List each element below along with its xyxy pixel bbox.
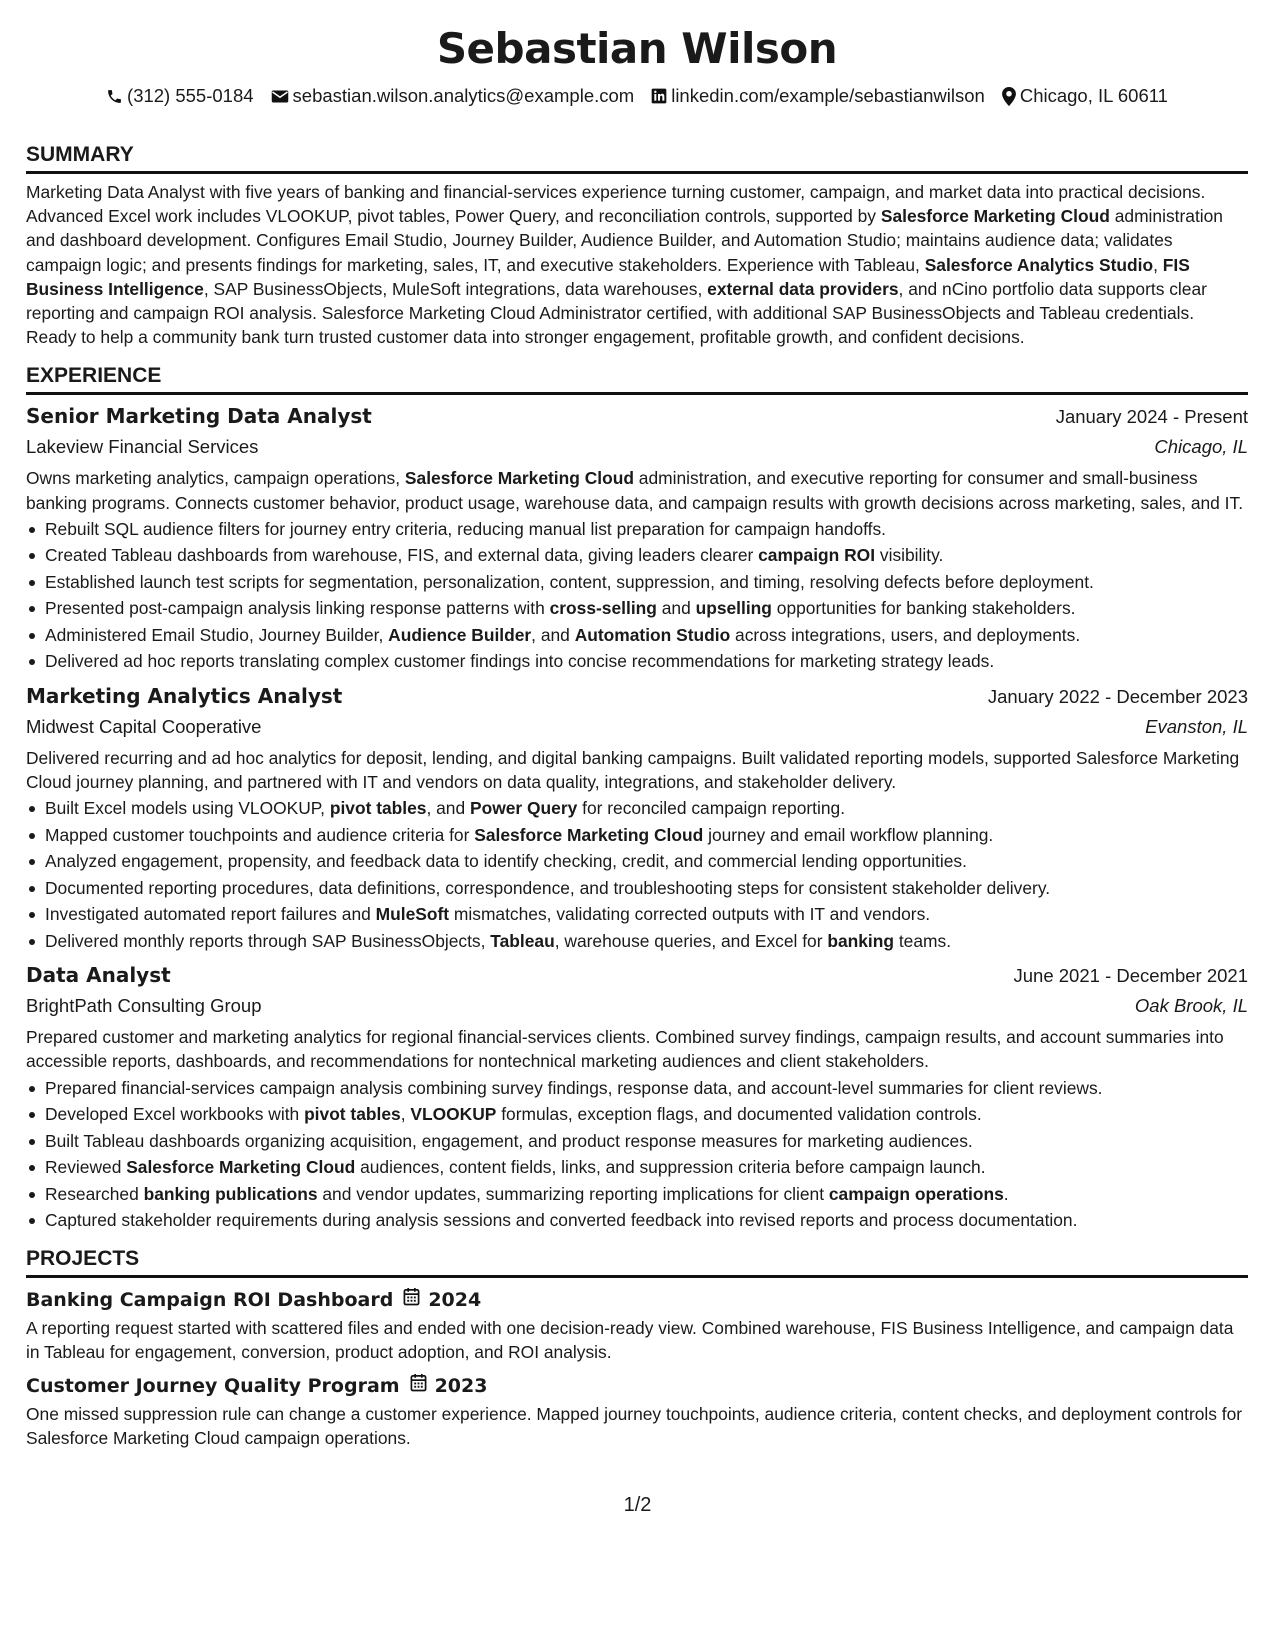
projects-heading: PROJECTS [26,1246,1248,1278]
job-dates: June 2021 - December 2021 [1013,965,1248,987]
bold-keyword: VLOOKUP [410,1104,497,1125]
job-location: Oak Brook, IL [1134,995,1248,1017]
bold-keyword: campaign ROI [758,545,876,566]
map-pin-icon [1002,87,1016,106]
project-entry [26,1286,1248,1364]
bullet-item: Investigated automated report failures and MuleSoft mismatches, validating corrected outputs with IT and vendors. [45,901,1248,928]
bold-keyword: MuleSoft [375,904,450,925]
bold-keyword: cross-selling [549,598,657,619]
job-entry [26,401,1248,674]
project-name: Customer Journey Quality Program [26,1375,400,1398]
job-company: Midwest Capital Cooperative [26,715,262,737]
bullet-item: Built Excel models using VLOOKUP, pivot tables, and Power Query for reconciled campaign reporting. [45,795,1248,822]
bullet-item: Documented reporting procedures, data definitions, correspondence, and troubleshooting steps for consistent stakeholder delivery. [45,875,1248,902]
bold-keyword: Audience Builder [388,624,532,645]
linkedin-icon [651,88,667,104]
bold-keyword: Salesforce Marketing Cloud [404,468,634,489]
job-bullets [26,1075,1248,1234]
location-text: Chicago, IL 60611 [1019,85,1168,106]
job-title: Data Analyst [26,963,171,988]
summary-heading: SUMMARY [26,142,1248,174]
bold-keyword: external data providers [707,278,899,299]
bold-keyword: Power Query [469,798,578,819]
contact-location [1002,83,1168,109]
bullet-item: Delivered ad hoc reports translating complex customer findings into concise recommendations for marketing strategy leads. [45,648,1248,675]
calendar-icon [410,1372,427,1400]
bullet-item: Analyzed engagement, propensity, and feedback data to identify checking, credit, and commercial lending opportunities. [45,848,1248,875]
bold-keyword: FIS Business Intelligence [26,254,1190,299]
resume-page [26,18,1248,1450]
projects-section [26,1246,1248,1451]
envelope-icon [271,89,289,104]
bold-keyword: Salesforce Analytics Studio [924,254,1154,275]
project-entry [26,1372,1248,1450]
bold-keyword: Automation Studio [574,624,731,645]
contact-email[interactable] [271,83,635,109]
job-bullets [26,516,1248,675]
job-description: Delivered recurring and ad hoc analytics for deposit, lending, and digital banking campaigns. Built validated reporting models, supported Salesforce Marketing Cloud journey planning, and partnered with IT and vendors on data quality, integrations, and stakeholder delivery. [26,747,1240,793]
bullet-item: Researched banking publications and vendor updates, summarizing reporting implications for client campaign operations. [45,1181,1248,1208]
email-text: sebastian.wilson.analytics@example.com [292,85,635,106]
experience-heading: EXPERIENCE [26,363,1248,395]
job-company: BrightPath Consulting Group [26,995,262,1017]
job-location: Chicago, IL [1154,436,1248,458]
bullet-item: Prepared financial-services campaign analysis combining survey findings, response data, and account-level summaries for client reviews. [45,1075,1248,1102]
job-bullets [26,795,1248,954]
bullet-item: Captured stakeholder requirements during analysis sessions and converted feedback into revised reports and process documentation. [45,1207,1248,1234]
bullet-item: Reviewed Salesforce Marketing Cloud audiences, content fields, links, and suppression criteria before campaign launch. [45,1154,1248,1181]
contact-linkedin[interactable] [651,83,985,109]
bold-keyword: pivot tables [304,1104,401,1125]
bullet-item: Developed Excel workbooks with pivot tables, VLOOKUP formulas, exception flags, and documented validation controls. [45,1101,1248,1128]
bold-keyword: Tableau [490,930,555,951]
bold-keyword: Salesforce Marketing Cloud [126,1157,356,1178]
bold-keyword: campaign operations [828,1183,1004,1204]
bold-keyword: upselling [695,598,772,619]
project-description: A reporting request started with scattered files and ended with one decision-ready view. Combined warehouse, FIS Business Intelligence, and campaign data in Tableau for engagement, conversion, product adoption, and ROI analysis. [26,1317,1234,1362]
bold-keyword: banking [827,930,895,951]
project-year: 2024 [428,1288,482,1311]
job-dates: January 2024 - Present [1055,406,1248,428]
bold-keyword: Salesforce Marketing Cloud [880,206,1110,227]
contact-phone[interactable] [106,83,254,109]
bullet-item: Presented post-campaign analysis linking response patterns with cross-selling and upselling opportunities for banking stakeholders. [45,595,1248,622]
linkedin-text: linkedin.com/example/sebastianwilson [671,85,985,106]
summary-section [26,142,1248,349]
job-title: Senior Marketing Data Analyst [26,404,372,429]
job-entry [26,681,1248,954]
bold-keyword: banking publications [143,1183,318,1204]
bullet-item: Administered Email Studio, Journey Builder, Audience Builder, and Automation Studio across integrations, users, and deployments. [45,622,1248,649]
project-year: 2023 [434,1375,488,1398]
contact-bar [26,83,1248,109]
job-description: Owns marketing analytics, campaign operations, Salesforce Marketing Cloud administration, and executive reporting for consumer and small-business banking programs. Connects customer behavior, product usage, warehouse data, and campaign results with growth decisions across marketing, sales, and IT. [26,468,1244,513]
project-description: One missed suppression rule can change a customer experience. Mapped journey touchpoints, audience criteria, content checks, and deployment controls for Salesforce Marketing Cloud campaign operations. [26,1404,1243,1449]
bold-keyword: Salesforce Marketing Cloud [474,824,704,845]
bullet-item: Rebuilt SQL audience filters for journey entry criteria, reducing manual list preparation for campaign handoffs. [45,516,1248,543]
job-dates: January 2022 - December 2023 [987,685,1248,707]
bullet-item: Created Tableau dashboards from warehouse, FIS, and external data, giving leaders clearer campaign ROI visibility. [45,542,1248,569]
job-entry [26,960,1248,1233]
candidate-name: Sebastian Wilson [436,24,838,73]
job-location: Evanston, IL [1145,715,1248,737]
phone-icon [106,88,123,105]
bullet-item: Delivered monthly reports through SAP BusinessObjects, Tableau, warehouse queries, and Excel for banking teams. [45,928,1248,955]
job-description: Prepared customer and marketing analytics for regional financial-services clients. Combined survey findings, campaign results, and account summaries into accessible reports, dashboards, and recommendations for nontechnical marketing audiences and client stakeholders. [26,1027,1224,1072]
calendar-icon [403,1286,420,1314]
bullet-item: Mapped customer touchpoints and audience criteria for Salesforce Marketing Cloud journey and email workflow planning. [45,822,1248,849]
job-company: Lakeview Financial Services [26,436,259,458]
bullet-item: Built Tableau dashboards organizing acquisition, engagement, and product response measures for marketing audiences. [45,1128,1248,1155]
page-number: 1/2 [623,1494,652,1516]
phone-text: (312) 555-0184 [127,85,254,106]
project-name: Banking Campaign ROI Dashboard [26,1288,394,1311]
job-title: Marketing Analytics Analyst [26,683,343,708]
experience-section [26,363,1248,1233]
bullet-item: Established launch test scripts for segmentation, personalization, content, suppression, and timing, resolving defects before deployment. [45,569,1248,596]
bold-keyword: pivot tables [329,798,427,819]
summary-text: Marketing Data Analyst with five years of banking and financial-services experience turning customer, campaign, and market data into practical decisions. Advanced Excel work includes VLOOKUP, pivot tables, Power Query, and reconciliation controls, supported by Salesforce Marketing Cloud administration and dashboard development. Configures Email Studio, Journey Builder, Audience Builder, and Automation Studio; maintains audience data; validates campaign logic; and presents findings for marketing, sales, IT, and executive stakeholders. Experience with Tableau, Salesforce Analytics Studio, FIS Business Intelligence, SAP BusinessObjects, MuleSoft integrations, data warehouses, external data providers, and nCino portfolio data supports clear reporting and campaign ROI analysis. Salesforce Marketing Cloud Administrator certified, with additional SAP BusinessObjects and Tableau credentials. Ready to help a community bank turn trusted customer data into stronger engagement, profitable growth, and confident decisions. [26,182,1223,348]
